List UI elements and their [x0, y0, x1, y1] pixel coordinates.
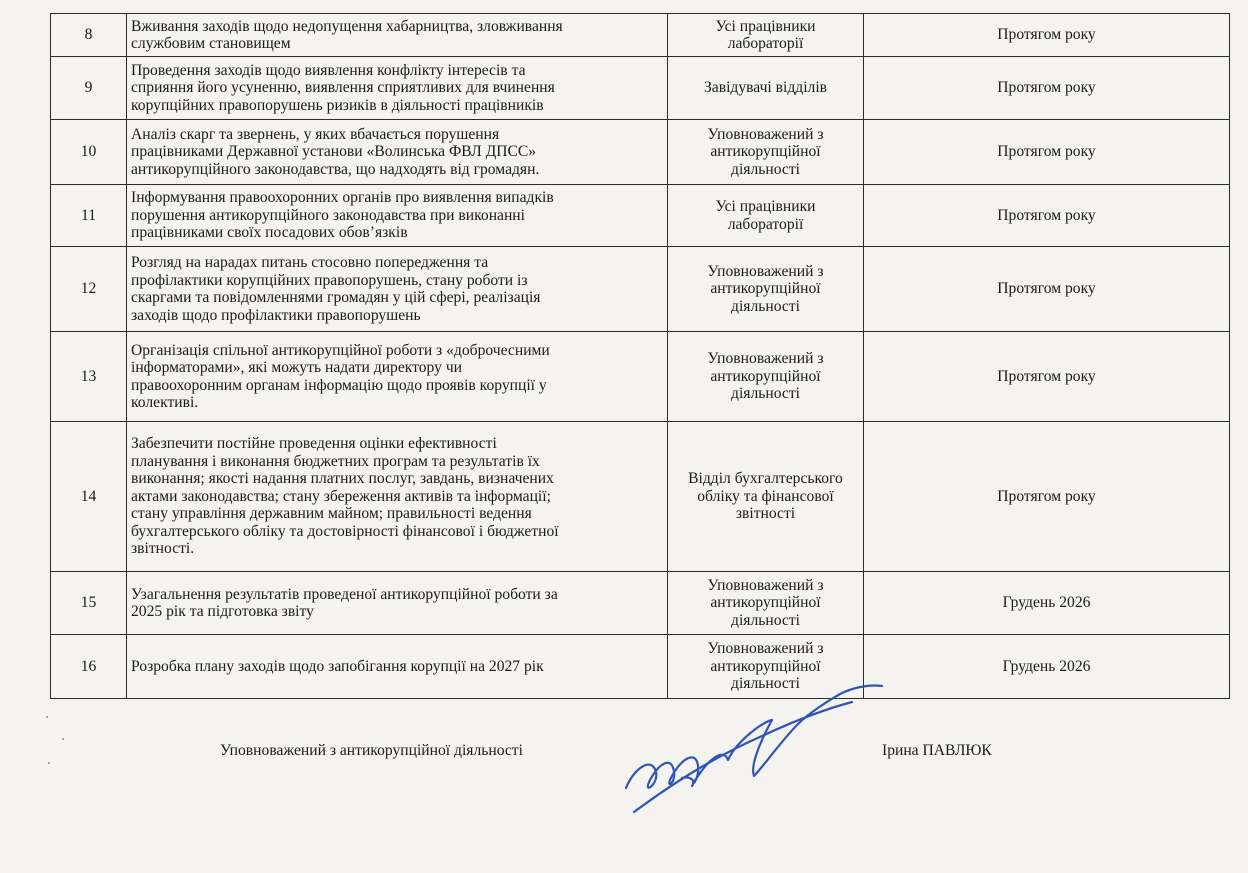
action-description	[127, 572, 668, 635]
responsible-party	[668, 332, 864, 422]
row-number: 13	[51, 332, 127, 422]
row-number: 11	[51, 185, 127, 247]
responsible-line: Відділ бухгалтерського	[688, 470, 843, 488]
action-line: Аналіз скарг та звернень, у яких вбачається порушення	[131, 125, 500, 143]
deadline: Протягом року	[864, 422, 1230, 572]
responsible-line: Уповноважений з	[707, 640, 824, 658]
action-description	[127, 247, 668, 332]
responsible-line: діяльності	[731, 385, 800, 403]
action-line: порушення антикорупційного законодавства при виконанні	[131, 206, 525, 224]
action-line: Узагальнення результатів проведеної антикорупційної роботи за	[131, 585, 558, 603]
responsible-line: антикорупційної	[710, 594, 821, 612]
responsible-line: антикорупційної	[710, 657, 821, 675]
row-number: 15	[51, 572, 127, 635]
action-line: службовим становищем	[131, 35, 291, 52]
responsible-party	[668, 247, 864, 332]
table-row	[51, 185, 1230, 247]
responsible-party	[668, 185, 864, 247]
row-number: 10	[51, 120, 127, 185]
responsible-party	[668, 422, 864, 572]
action-line: Розгляд на нарадах питань стосовно попередження та	[131, 254, 489, 271]
signatory-name: Ірина ПАВЛЮК	[882, 742, 992, 759]
deadline: Протягом року	[864, 57, 1230, 120]
responsible-line: діяльності	[731, 297, 800, 315]
deadline: Протягом року	[864, 14, 1230, 57]
responsible-line: діяльності	[731, 160, 800, 178]
action-description	[127, 185, 668, 247]
action-line: Забезпечити постійне проведення оцінки ефективності	[131, 435, 497, 453]
responsible-party	[668, 57, 864, 120]
action-line: правоохоронним органам інформацію щодо проявів корупції у	[131, 376, 547, 394]
responsible-line: Усі працівники	[715, 17, 816, 35]
action-line: планування і виконання бюджетних програм та результатів їх	[131, 452, 540, 470]
action-line: стану управління державним майном; правильності ведення	[131, 505, 532, 523]
table-row	[51, 14, 1230, 57]
action-line: Вживання заходів щодо недопущення хабарництва, зловживання	[131, 17, 563, 35]
action-description	[127, 57, 668, 120]
responsible-party	[668, 120, 864, 185]
action-line: актами законодавства; стану збереження активів та інформації;	[131, 487, 551, 505]
deadline: Протягом року	[864, 120, 1230, 185]
deadline: Протягом року	[864, 247, 1230, 332]
action-line: 2025 рік та підготовка звіту	[131, 603, 314, 620]
action-line: Організація спільної антикорупційної роботи з «доброчесними	[131, 341, 550, 359]
table-row	[51, 422, 1230, 572]
responsible-line: антикорупційної	[710, 367, 821, 385]
action-line: корупційних правопорушень ризиків в діяльності працівників	[131, 96, 544, 114]
responsible-line: Уповноважений з	[707, 350, 824, 368]
action-line: бухгалтерського обліку та достовірності фінансової і бюджетної	[131, 522, 559, 540]
action-description	[127, 120, 668, 185]
row-number: 9	[51, 57, 127, 120]
action-description	[127, 422, 668, 572]
row-number: 8	[51, 14, 127, 57]
table-row	[51, 120, 1230, 185]
deadline: Протягом року	[864, 332, 1230, 422]
responsible-line: Усі працівники	[715, 198, 816, 215]
plan-table-body	[51, 14, 1230, 699]
table-row	[51, 572, 1230, 635]
action-line: Проведення заходів щодо виявлення конфлікту інтересів та	[131, 61, 526, 79]
action-line: антикорупційного законодавства, що надходять від громадян.	[131, 160, 540, 178]
responsible-line: діяльності	[731, 611, 800, 629]
responsible-line: лабораторії	[727, 215, 804, 233]
action-description	[127, 635, 668, 699]
responsible-party	[668, 572, 864, 635]
action-line: працівниками Державної установи «Волинська ФВЛ ДПСС»	[131, 143, 537, 161]
action-description	[127, 14, 668, 57]
action-plan-table	[50, 13, 1230, 699]
action-description	[127, 332, 668, 422]
row-number: 16	[51, 635, 127, 699]
action-line: працівниками своїх посадових обов’язків	[131, 224, 408, 242]
responsible-line: антикорупційної	[710, 143, 821, 161]
responsible-party	[668, 14, 864, 57]
row-number: 12	[51, 247, 127, 332]
responsible-line: діяльності	[731, 675, 800, 693]
responsible-line: Уповноважений з	[707, 576, 824, 594]
handwritten-signature-icon	[612, 680, 902, 820]
responsible-line: Уповноважений з	[707, 262, 824, 280]
responsible-line: звітності	[735, 505, 796, 523]
action-line: профілактики корупційних правопорушень, стану роботи із	[131, 271, 528, 289]
action-line: сприяння його усуненню, виявлення сприятливих для вчинення	[131, 79, 555, 97]
deadline: Грудень 2026	[864, 635, 1230, 699]
responsible-line: Уповноважений з	[707, 125, 824, 143]
action-line: Інформування правоохоронних органів про виявлення випадків	[131, 189, 554, 207]
action-line: виконання; якості надання платних послуг, завдань, визначених	[131, 470, 554, 488]
responsible-line: антикорупційної	[710, 280, 821, 298]
action-line: заходів щодо профілактики правопорушень	[131, 306, 421, 324]
table-row	[51, 332, 1230, 422]
signatory-role: Уповноважений з антикорупційної діяльності	[220, 742, 523, 759]
table-row	[51, 247, 1230, 332]
action-line: інформаторами», які можуть надати директору чи	[131, 359, 463, 376]
action-line: звітності.	[131, 540, 195, 558]
responsible-line: обліку та фінансової	[697, 487, 834, 505]
action-line: скаргами та повідомленнями громадян у цій сфері, реалізація	[131, 289, 541, 306]
responsible-line: Завідувачі відділів	[703, 79, 828, 97]
responsible-line: лабораторії	[727, 35, 804, 52]
deadline: Грудень 2026	[864, 572, 1230, 635]
row-number: 14	[51, 422, 127, 572]
action-line: Розробка плану заходів щодо запобігання корупції на 2027 рік	[131, 657, 544, 675]
table-row	[51, 57, 1230, 120]
deadline: Протягом року	[864, 185, 1230, 247]
action-line: колективі.	[131, 394, 199, 411]
